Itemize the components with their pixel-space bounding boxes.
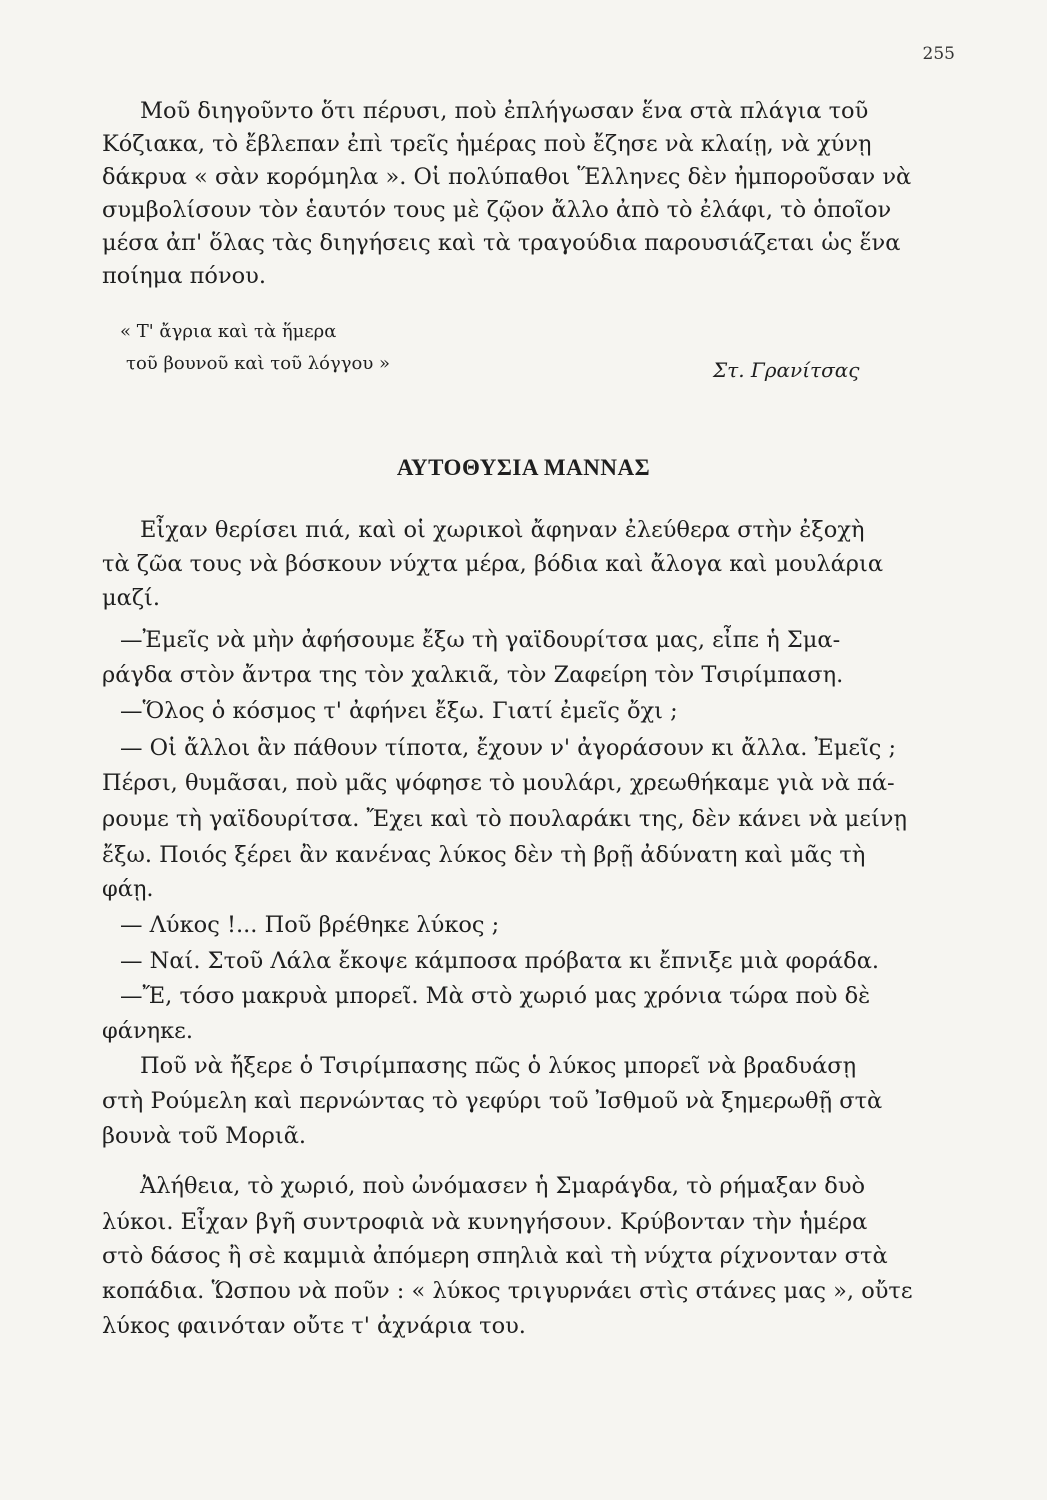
intro-line: συμβολίσουν τὸν ἑαυτόν τους μὲ ζῷον ἄλλο ἀπὸ τὸ ἐλάφι, τὸ ὁποῖον: [102, 197, 892, 223]
body-line: —Ὅλος ὁ κόσμος τ' ἀφήνει ἔξω. Γιατί ἐμεῖς ὄχι ;: [120, 698, 678, 724]
epigraph-line: « Τ' ἄγρια καὶ τὰ ἥμερα: [120, 321, 337, 342]
body-line: βουνὰ τοῦ Μοριᾶ.: [102, 1123, 307, 1149]
body-line: μαζί.: [102, 585, 160, 611]
intro-line: μέσα ἀπ' ὅλας τὰς διηγήσεις καὶ τὰ τραγούδια παρουσιάζεται ὡς ἕνα: [102, 230, 901, 256]
page-number: 255: [922, 44, 955, 64]
body-line: φάῃ.: [102, 876, 154, 902]
body-line: ρουμε τὴ γαϊδουρίτσα. Ἔχει καὶ τὸ πουλαράκι της, δὲν κάνει νὰ μείνῃ: [102, 806, 907, 832]
section-heading: ΑΥΤΟΘΥΣΙΑ ΜΑΝΝΑΣ: [396, 455, 651, 480]
body-line: τὰ ζῶα τους νὰ βόσκουν νύχτα μέρα, βόδια καὶ ἄλογα καὶ μουλάρια: [102, 551, 884, 577]
body-line: Ἀλήθεια, τὸ χωριό, ποὺ ὠνόμασεν ἡ Σμαράγδα, τὸ ρήμαξαν δυὸ: [140, 1173, 866, 1199]
body-line: Εἶχαν θερίσει πιά, καὶ οἱ χωρικοὶ ἄφηναν ἐλεύθερα στὴν ἐξοχὴ: [140, 517, 865, 543]
body-line: φάνηκε.: [102, 1018, 193, 1044]
body-line: λύκος φαινόταν οὔτε τ' ἀχνάρια του.: [102, 1313, 526, 1339]
body-line: Πέρσι, θυμᾶσαι, ποὺ μᾶς ψόφησε τὸ μουλάρι, χρεωθήκαμε γιὰ νὰ πά-: [102, 770, 895, 796]
epigraph-line: τοῦ βουνοῦ καὶ τοῦ λόγγου »: [126, 353, 391, 374]
body-line: στὴ Ρούμελη καὶ περνώντας τὸ γεφύρι τοῦ Ἰσθμοῦ νὰ ξημερωθῇ στὰ: [102, 1088, 883, 1114]
body-line: —Ἐμεῖς νὰ μὴν ἀφήσουμε ἔξω τὴ γαϊδουρίτσα μας, εἶπε ἡ Σμα-: [120, 627, 841, 653]
body-line: — Λύκος !... Ποῦ βρέθηκε λύκος ;: [120, 912, 500, 938]
body-line: —Ἔ, τόσο μακρυὰ μπορεῖ. Μὰ στὸ χωριό μας χρόνια τώρα ποὺ δὲ: [120, 983, 871, 1009]
body-line: ἔξω. Ποιός ξέρει ἂν κανένας λύκος δὲν τὴ βρῇ ἀδύνατη καὶ μᾶς τὴ: [102, 842, 866, 868]
body-line: — Οἱ ἄλλοι ἂν πάθουν τίποτα, ἔχουν ν' ἀγοράσουν κι ἄλλα. Ἐμεῖς ;: [120, 735, 897, 761]
intro-line: Κόζιακα, τὸ ἔβλεπαν ἐπὶ τρεῖς ἡμέρας ποὺ ἔζησε νὰ κλαίῃ, νὰ χύνῃ: [102, 131, 872, 157]
body-line: — Ναί. Στοῦ Λάλα ἔκοψε κάμποσα πρόβατα κι ἔπνιξε μιὰ φοράδα.: [120, 948, 880, 974]
epigraph-attribution: Στ. Γρανίτσας: [713, 358, 860, 382]
intro-line: Μοῦ διηγοῦντο ὅτι πέρυσι, ποὺ ἐπλήγωσαν ἕνα στὰ πλάγια τοῦ: [140, 98, 869, 124]
body-line: λύκοι. Εἶχαν βγῆ συντροφιὰ νὰ κυνηγήσουν. Κρύβονταν τὴν ἡμέρα: [102, 1209, 868, 1235]
body-line: στὸ δάσος ἢ σὲ καμμιὰ ἀπόμερη σπηλιὰ καὶ τὴ νύχτα ρίχνονταν στὰ: [102, 1243, 888, 1269]
body-line: ράγδα στὸν ἄντρα της τὸν χαλκιᾶ, τὸν Ζαφείρη τὸν Τσιρίμπαση.: [102, 662, 844, 688]
body-line: Ποῦ νὰ ἤξερε ὁ Τσιρίμπασης πῶς ὁ λύκος μπορεῖ νὰ βραδυάσῃ: [140, 1053, 857, 1079]
intro-line: δάκρυα « σὰν κορόμηλα ». Οἱ πολύπαθοι Ἕλληνες δὲν ἠμποροῦσαν νὰ: [102, 164, 912, 190]
intro-line: ποίημα πόνου.: [102, 263, 266, 289]
body-line: κοπάδια. Ὥσπου νὰ ποῦν : « λύκος τριγυρνάει στὶς στάνες μας », οὔτε: [102, 1278, 913, 1304]
